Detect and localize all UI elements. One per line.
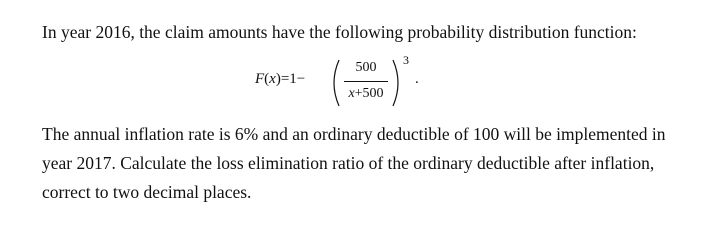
problem-text-line-3: year 2017. Calculate the loss elimination ratio of the ordinary deductible after inflation,	[42, 153, 655, 173]
problem-intro-text: In year 2016, the claim amounts have the following probability distribution function:	[42, 22, 637, 42]
right-parenthesis	[390, 58, 404, 108]
formula-lhs	[255, 71, 305, 88]
formula-function-symbol: F	[255, 71, 265, 87]
problem-text-line-2: The annual inflation rate is 6% and an ordinary deductible of 100 will be implemented in	[42, 124, 666, 144]
denominator-rest: +500	[354, 86, 384, 101]
fraction-bar	[344, 81, 388, 82]
left-parenthesis	[328, 58, 342, 108]
formula-fraction	[341, 60, 391, 106]
formula-close-paren: )	[275, 71, 281, 87]
formula-variable: x	[269, 71, 276, 87]
problem-text-line-4: correct to two decimal places.	[42, 182, 252, 202]
formula-equals-one-minus: =1−	[280, 71, 306, 87]
distribution-formula	[255, 53, 455, 108]
fraction-denominator	[341, 86, 391, 102]
denominator-variable: x	[348, 86, 355, 101]
fraction-numerator: 500	[355, 60, 377, 75]
formula-open-paren: (	[264, 71, 270, 87]
formula-exponent: 3	[403, 53, 409, 67]
formula-period: .	[415, 71, 419, 87]
